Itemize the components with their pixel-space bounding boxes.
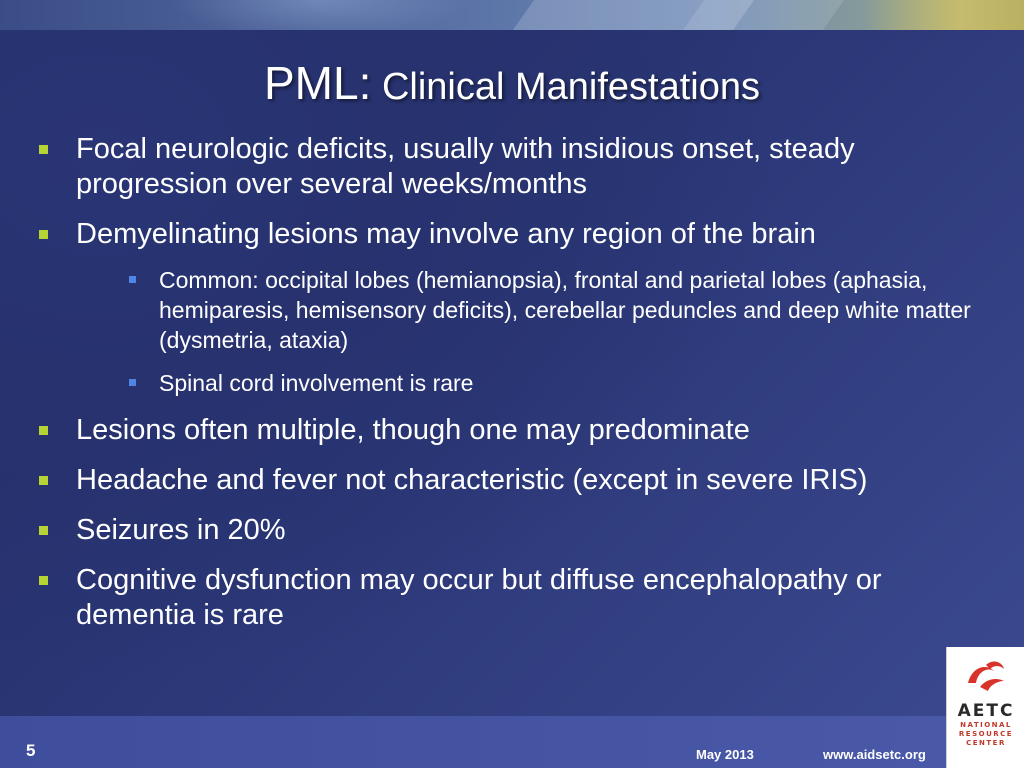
sub-bullet-item	[76, 265, 996, 355]
bullet-item	[36, 413, 996, 448]
sub-bullet-text: Common: occipital lobes (hemianopsia), frontal and parietal lobes (aphasia, hemiparesis, hemisensory deficits), cerebellar peduncles and deep white matter (dysmetria, ataxia)	[159, 267, 971, 353]
square-bullet-icon	[39, 476, 48, 485]
aetc-logo	[946, 647, 1024, 768]
bullet-item	[36, 463, 996, 498]
logo-name: AETC	[957, 701, 1015, 721]
bullet-item	[36, 132, 996, 202]
bullet-item	[36, 513, 996, 548]
square-bullet-icon	[39, 576, 48, 585]
title-text: Clinical Manifestations	[381, 66, 760, 108]
logo-line-2: RESOURCE	[958, 730, 1014, 738]
bullet-item	[36, 217, 996, 398]
square-bullet-icon	[39, 526, 48, 535]
bullet-list	[36, 132, 996, 648]
bullet-text: Lesions often multiple, though one may predominate	[76, 414, 750, 446]
title-prefix: PML:	[264, 57, 372, 109]
sub-bullet-item	[76, 368, 996, 398]
footer-url: www.aidsetc.org	[823, 747, 926, 762]
logo-line-1: NATIONAL	[960, 721, 1012, 729]
bullet-text: Cognitive dysfunction may occur but diffuse encephalopathy or dementia is rare	[76, 564, 882, 631]
slide-number: 5	[26, 741, 36, 760]
square-bullet-icon	[39, 230, 48, 239]
aetc-swirl-icon	[964, 657, 1008, 697]
square-bullet-icon	[39, 426, 48, 435]
slide-title	[0, 58, 1024, 112]
bullet-text: Seizures in 20%	[76, 514, 286, 546]
bullet-text: Focal neurologic deficits, usually with insidious onset, steady progression over several weeks/months	[76, 133, 855, 200]
top-decorative-band	[0, 0, 1024, 30]
small-square-bullet-icon	[129, 276, 136, 283]
sub-bullet-text: Spinal cord involvement is rare	[159, 370, 474, 396]
small-square-bullet-icon	[129, 379, 136, 386]
logo-line-3: CENTER	[966, 739, 1006, 747]
square-bullet-icon	[39, 145, 48, 154]
bullet-text: Demyelinating lesions may involve any region of the brain	[76, 218, 816, 250]
footer-date: May 2013	[696, 747, 754, 762]
bullet-text: Headache and fever not characteristic (except in severe IRIS)	[76, 464, 868, 496]
bullet-item	[36, 563, 996, 633]
sub-bullet-list	[76, 265, 996, 398]
